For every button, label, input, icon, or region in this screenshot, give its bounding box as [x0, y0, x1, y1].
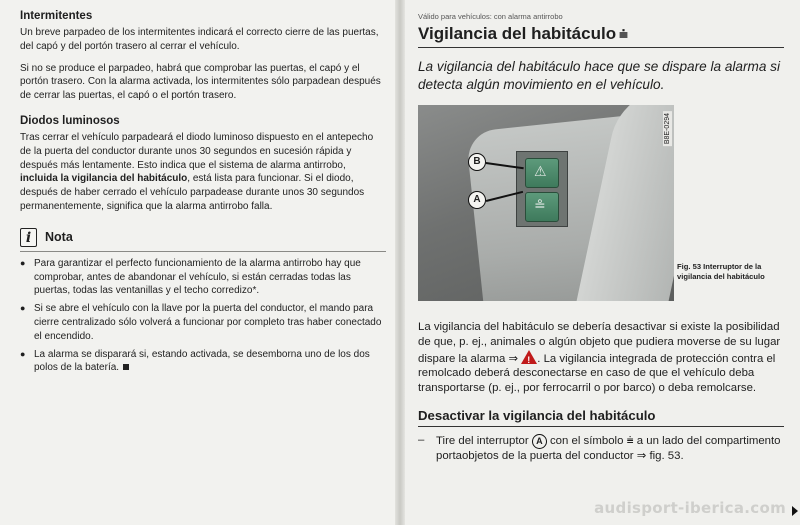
bullet-dot-icon: ● [20, 303, 26, 314]
note-bullet: ● La alarma se disparará si, estando activada, se desemborna uno de los dos polos de la batería. [20, 348, 370, 374]
switch-a-marker: A [532, 434, 547, 449]
info-icon: i [20, 228, 37, 247]
interior-monitoring-icon: ≗ [534, 197, 546, 213]
deactivation-paragraph: La vigilancia del habitáculo se debería desactivar si existe la posibilidad de que, p. ej., animales o algún objeto que pudiera moverse de su lugar dispare la alarma ⇒ ! . La vigilancia integrada de protección contra el remolcado deberá desconectarse en caso de que el vehículo deba transportarse (p. ej., por ferrocarril o por barco) o deba remolcarse. [418, 321, 781, 395]
diodos-bold-phrase: incluida la vigilancia del habitáculo [20, 173, 188, 185]
alarm-symbol-icon: ⚠ [534, 163, 547, 179]
warning-icon: ! [521, 350, 537, 364]
book-gutter [395, 0, 405, 525]
instruction-step: – Tire del interruptor A con el símbolo ⩧ a un lado del compartimento portaobjetos de la puerta del conductor ⇒ fig. 53. [418, 432, 781, 462]
intermitentes-heading: Intermitentes [20, 10, 93, 22]
bullet-dot-icon: ● [20, 348, 26, 359]
callout-b: B [468, 153, 486, 171]
switch-photo [418, 105, 674, 301]
interior-monitoring-icon: ⩧ [619, 25, 628, 43]
diodos-paragraph: Tras cerrar el vehículo parpadeará el diodo luminoso dispuesto en el antepecho de la puerta del conductor durante unos 30 segundos en sucesión rápida y después más lentamente. Esto indica que el sistema de alarma antirrobo, incluida la vigilancia del habitáculo, está lista para funcionar. Si el diodo, después de haber cerrado el vehículo parpadease durante unos 30 segundos permanentemente, significa que la alarma antirrobo falla. [20, 131, 374, 212]
switch-a [525, 192, 559, 222]
diodos-heading: Diodos luminosos [20, 114, 120, 127]
note-title: Nota [45, 230, 73, 245]
left-column [20, 10, 386, 379]
title-divider [418, 47, 784, 48]
switch-housing [516, 151, 568, 227]
deactivate-heading: Desactivar la vigilancia del habitáculo [418, 407, 656, 423]
note-header [20, 228, 386, 247]
validity-note: Válido para vehículos: con alarma antirrobo [418, 12, 563, 21]
intro-text: La vigilancia del habitáculo hace que se dispare la alarma si detecta algún movimiento en el vehículo. [418, 59, 780, 92]
watermark: audisport-iberica.com [594, 499, 786, 517]
note-bullet: ● Para garantizar el perfecto funcionamiento de la alarma antirrobo hay que comprobar, antes de abandonar el vehículo, si están cerradas todas las puertas, todas las ventanillas y el techo corredizo*. [20, 257, 361, 297]
callout-a: A [468, 191, 486, 209]
interior-monitoring-icon: ⩧ [626, 432, 634, 447]
deactivate-divider [418, 426, 784, 427]
right-body [418, 320, 784, 464]
intermitentes-paragraph-1: Un breve parpadeo de los intermitentes indicará el correcto cierre de las puertas, del capó y del portón trasero al cerrar el vehículo. [20, 27, 379, 52]
end-of-section-icon [123, 364, 129, 370]
note-bullet: ● Si se abre el vehículo con la llave por la puerta del conductor, el mando para cierre centralizado sólo volverá a funcionar por completo tras haber conectado el encendido. [20, 303, 382, 342]
switch-b [525, 158, 559, 188]
page-title: Vigilancia del habitáculo ⩧ [418, 24, 628, 43]
figure-code: B8E-0294 [664, 113, 671, 145]
next-page-arrow-icon [792, 506, 798, 516]
bullet-dot-icon: ● [20, 257, 26, 268]
note-divider [20, 251, 386, 252]
figure-caption: Fig. 53 Interruptor de la vigilancia del habitáculo [677, 262, 765, 281]
intermitentes-paragraph-2: Si no se produce el parpadeo, habrá que comprobar las puertas, el capó y el portón trasero. Con la alarma activada, los intermitentes sólo parpadean después de cerrar las puertas, el capó o el portón trasero. [20, 62, 381, 102]
